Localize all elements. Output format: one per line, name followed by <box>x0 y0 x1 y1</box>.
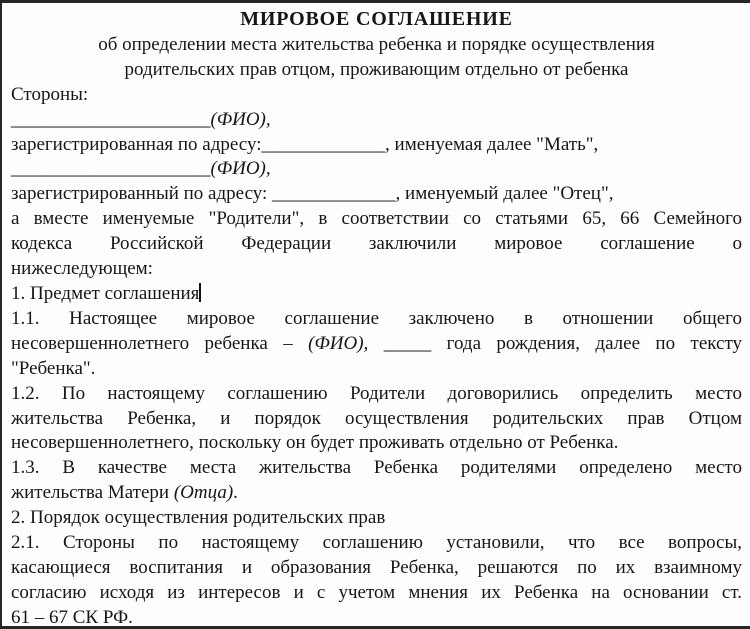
fio-placeholder: (ФИО), <box>210 158 271 180</box>
text-segment: . <box>233 482 238 504</box>
document-title <box>11 7 742 33</box>
blank-field: _____________ <box>261 133 386 155</box>
clause-1-3-line-2 <box>11 481 742 506</box>
blank-field: _____________________ <box>11 108 211 130</box>
text-segment: касающиеся воспитания и образования Ребенка, решаются по их взаимному <box>11 556 742 578</box>
mother-address-line <box>11 133 742 158</box>
text-segment: , именуемый далее "Отец", <box>395 183 614 205</box>
blank-field: _____________ <box>272 183 396 205</box>
clause-2-1-line-1 <box>11 531 742 556</box>
parties-label <box>11 83 742 108</box>
clause-1-2-line-2 <box>11 407 742 432</box>
text-segment: 1.1. Настоящее мировое соглашение заключено в отношении общего <box>11 307 742 329</box>
clause-1-3-line-1 <box>11 456 742 481</box>
section-2-heading <box>11 506 742 531</box>
clause-1-2-line-3 <box>11 431 742 456</box>
text-segment: 61 – 67 СК РФ. <box>11 606 133 628</box>
clause-1-2-line-1 <box>11 382 742 407</box>
text-segment: несовершеннолетнего, поскольку он будет проживать отдельно от Ребенка. <box>11 432 619 454</box>
preamble-line-3 <box>11 257 742 282</box>
mother-name-line <box>11 108 742 133</box>
text-segment: согласию исходя из интересов и с учетом мнения их Ребенка на основании ст. <box>11 581 742 603</box>
text-segment: нижеследующем: <box>11 258 153 280</box>
text-segment: 2. Порядок осуществления родительских прав <box>11 507 386 529</box>
clause-1-1-line-3 <box>11 357 742 382</box>
text-segment: об определении места жительства ребенка и порядке осуществления <box>98 33 655 55</box>
text-segment: 1.3. В качестве места жительства Ребенка родителями определено место <box>11 457 742 479</box>
clause-2-1-line-4 <box>11 606 742 629</box>
text-segment: "Ребенка". <box>11 357 96 379</box>
text-segment: несовершеннолетнего ребенка – <box>11 332 309 354</box>
text-segment: зарегистрированная по адресу: <box>11 133 262 155</box>
preamble-line-2 <box>11 232 742 257</box>
otca-placeholder: (Отца) <box>173 482 234 504</box>
text-segment: _____ года рождения, далее по тексту <box>368 332 742 354</box>
clause-1-1-line-2 <box>11 332 742 357</box>
father-address-line <box>11 182 742 207</box>
preamble-line-1 <box>11 207 742 232</box>
clause-2-1-line-3 <box>11 581 742 606</box>
subtitle-line-2 <box>11 58 742 83</box>
text-segment: зарегистрированный по адресу: <box>11 183 273 205</box>
text-segment: кодекса Российской Федерации заключили мировое соглашение о <box>11 233 742 255</box>
subtitle-line-1 <box>11 33 742 58</box>
text-segment: 1.2. По настоящему соглашению Родители договорились определить место <box>11 382 742 404</box>
text-segment: 2.1. Стороны по настоящему соглашению установили, что все вопросы, <box>11 532 742 554</box>
text-cursor <box>199 283 201 302</box>
text-segment: 1. Предмет соглашения <box>11 282 200 304</box>
clause-1-1-line-1 <box>11 307 742 332</box>
fio-placeholder: (ФИО), <box>210 108 271 130</box>
text-segment: , именуемая далее "Мать", <box>385 133 599 155</box>
fio-placeholder: (ФИО), <box>308 332 369 354</box>
text-segment: жительства Ребенка, и порядок осуществления родительских прав Отцом <box>11 407 742 429</box>
clause-2-1-line-2 <box>11 556 742 581</box>
father-name-line <box>11 157 742 182</box>
blank-field: _____________________ <box>11 158 211 180</box>
text-segment: Стороны: <box>11 83 89 105</box>
text-segment: жительства Матери <box>11 482 174 504</box>
section-1-heading <box>11 282 742 307</box>
text-segment: родительских прав отцом, проживающим отдельно от ребенка <box>124 58 629 80</box>
text-segment: а вместе именуемые "Родители", в соответствии со статьями 65, 66 Семейного <box>11 208 742 230</box>
title-text: МИРОВОЕ СОГЛАШЕНИЕ <box>240 8 513 30</box>
